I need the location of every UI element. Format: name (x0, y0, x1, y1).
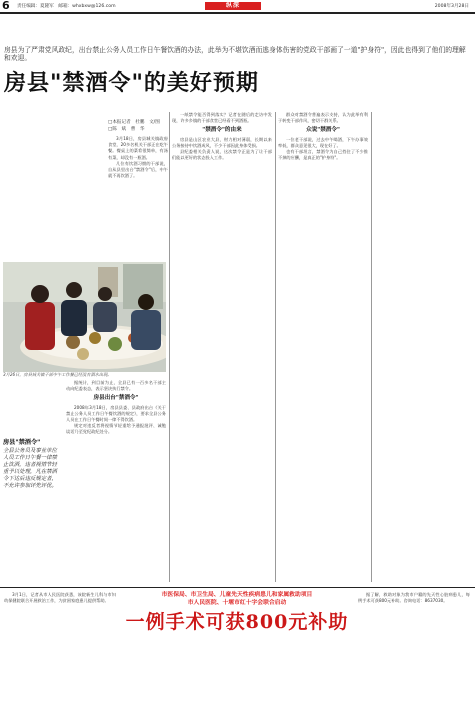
dining-scene-illustration (3, 262, 166, 372)
paragraph: 3月18日，房县城关镇政府食堂，20多名机关干部正在吃午餐。餐桌上的菜肴很简单，有汤有菜，却没有一瓶酒。 (108, 136, 168, 160)
article-column-3 (172, 112, 272, 161)
paragraph: 据统计，到目前为止，全县已有一百多名干部主动向纪委表态，表示坚决执行禁令。 (66, 380, 166, 392)
byline-reporter: □本报记者 杜鹏 文/图 (108, 120, 160, 125)
byline (108, 120, 164, 133)
section-heading: 众说"禁酒令" (306, 127, 340, 134)
section-tag: 纵深 (205, 2, 261, 10)
ad-subtitle-2: 市人民医院、十堰市红十字会联合启动 (187, 600, 287, 606)
header-rule (0, 12, 475, 14)
ad-headline: 一例手术可获800元补助 (125, 611, 349, 633)
column-divider (275, 112, 276, 582)
paragraph: 一纸禁令能否得到落实？记者在随后的走访中发现，许多乡镇的干部食堂已经看不到酒瓶。 (172, 112, 272, 124)
sidebar-title: 房县"禁酒令" (3, 439, 41, 446)
page-header (0, 0, 475, 11)
article-column-4 (278, 112, 368, 161)
column-divider (371, 112, 372, 582)
issue-date: 2008年3月28日 (434, 4, 469, 9)
article-lead: 房县为了严肃党风政纪，出台禁止公务人员工作日午餐饮酒的办法，此举为不堪饮酒而逃身体伤害的党政干部画了一道"护身符"，因此也得到了他们的理解和欢迎。 (4, 46, 466, 62)
editor-info: 责任编辑：夏隆军 邮箱：whxbxw@126.com (17, 4, 116, 9)
column-divider (169, 112, 170, 582)
paragraph: 群众对禁酒令普遍表示支持，认为此举有利于转变干部作风，密切干群关系。 (278, 112, 368, 124)
paragraph: 一位老干部说，过去中午喝酒，下午办事效率低，群众意见很大，现在好了。 (278, 136, 368, 148)
photo-caption: 3月26日，房县城关镇干部中午工作餐已经没有酒水出现。 (3, 372, 112, 377)
byline-coauthors: □陈 斌 曹 华 (108, 126, 145, 132)
paragraph: 3月1日，记者从市人民医院获悉，该院新生儿科与市妇幼保健院联合开展救治工作，为贫困家庭患儿提供帮助。 (4, 592, 116, 604)
bottom-right-article (358, 592, 470, 604)
article-column-1 (108, 136, 168, 179)
paragraph: 县纪委相关负责人说，这次禁令正是为了让干部们能以更好的状态投入工作。 (172, 149, 272, 161)
article-column-2 (66, 380, 166, 436)
bottom-left-article (4, 592, 116, 604)
bottom-rule (0, 587, 475, 588)
paragraph: 2008年3月18日，房县县委、县政府出台《关于禁止公务人员工作日午餐饮酒的规定》，要求全县公务人员在工作日午餐时间一律不得饮酒。 (66, 404, 166, 423)
paragraph: 据了解，救助对象为我市户籍的先天性心脏病患儿，每例手术可获800元补助。咨询电话：8637030。 (358, 592, 470, 604)
page-number: 6 (2, 0, 10, 12)
paragraph: 规定对违反者将视情节轻重给予通报批评、诫勉谈话乃至党纪政纪处分。 (66, 423, 166, 435)
paragraph: 也有干部坦言，禁酒令为自己挡住了不少推不掉的应酬，是真正的"护身符"。 (278, 149, 368, 161)
sidebar-text: 全县公务员及事业单位人员工作日午餐一律禁止饮酒，违者视情节轻重予以处理，凡在禁酒令下达后违反规定者，不允许参加评先评优。 (3, 448, 57, 490)
paragraph: 房县是山区农业大县，财力相对薄弱，长期以来公务接待中饮酒成风，不少干部因此身体受损。 (172, 136, 272, 148)
article-headline: 房县"禁酒令"的美好预期 (4, 70, 259, 96)
section-heading: 房县出台"禁酒令" (93, 395, 139, 402)
ad-subtitle-1: 市医保局、市卫生局、儿童先天性疾病患儿和家属救助项目 (161, 592, 313, 598)
section-heading: "禁酒令"的由来 (202, 127, 242, 134)
bottom-ad (122, 591, 352, 701)
article-photo (3, 262, 166, 372)
paragraph: 几位有饮酒习惯的干部说，自从县里出台"禁酒令"后，中午就不再饮酒了。 (108, 160, 168, 179)
